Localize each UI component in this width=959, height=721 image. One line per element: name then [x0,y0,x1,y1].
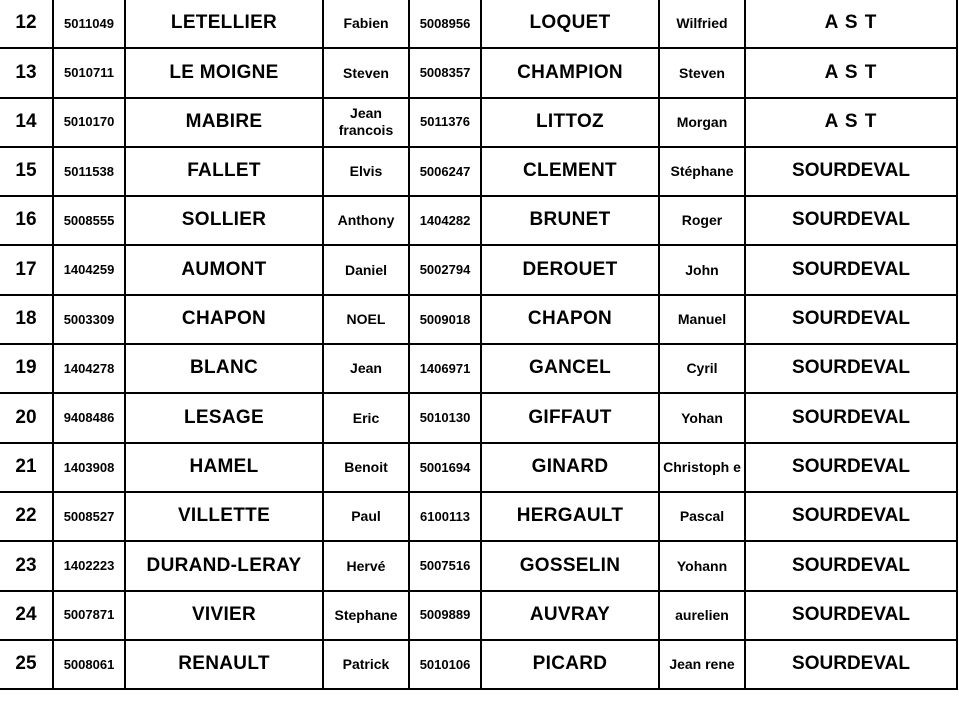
club-name-cell: A S T [745,48,957,97]
player2-license-cell: 5008956 [409,0,481,48]
player2-lastname-cell: AUVRAY [481,591,659,640]
player2-firstname-cell: Cyril [659,344,745,393]
team-number-cell: 19 [0,344,53,393]
player1-firstname-cell: Stephane [323,591,409,640]
player2-lastname-cell: HERGAULT [481,492,659,541]
player1-firstname-cell: Eric [323,393,409,442]
player2-lastname-cell: GIFFAUT [481,393,659,442]
player2-license-cell: 6100113 [409,492,481,541]
player2-lastname-cell: CHAPON [481,295,659,344]
player2-license-cell: 1406971 [409,344,481,393]
player1-license-cell: 1402223 [53,541,125,590]
player2-license-cell: 5009018 [409,295,481,344]
player1-lastname-cell: LETELLIER [125,0,323,48]
team-number-cell: 24 [0,591,53,640]
player1-firstname-cell: NOEL [323,295,409,344]
player1-firstname-cell: Daniel [323,245,409,294]
table-row [0,443,957,492]
player2-firstname-cell: Jean rene [659,640,745,689]
player1-firstname-cell: Patrick [323,640,409,689]
player2-firstname-cell: Yohann [659,541,745,590]
player2-lastname-cell: CHAMPION [481,48,659,97]
club-name-cell: A S T [745,0,957,48]
club-name-cell: SOURDEVAL [745,196,957,245]
player1-firstname-cell: Elvis [323,147,409,196]
table-row [0,196,957,245]
player1-lastname-cell: MABIRE [125,98,323,147]
club-name-cell: SOURDEVAL [745,492,957,541]
player1-firstname-cell: Hervé [323,541,409,590]
player2-license-cell: 5010130 [409,393,481,442]
player2-lastname-cell: LOQUET [481,0,659,48]
club-name-cell: SOURDEVAL [745,147,957,196]
player1-license-cell: 1404278 [53,344,125,393]
club-name-cell: SOURDEVAL [745,443,957,492]
table-row [0,344,957,393]
table-row [0,591,957,640]
player1-license-cell: 5008527 [53,492,125,541]
player1-lastname-cell: FALLET [125,147,323,196]
player2-firstname-cell: aurelien [659,591,745,640]
player1-license-cell: 5003309 [53,295,125,344]
player2-license-cell: 5010106 [409,640,481,689]
player1-firstname-cell: Paul [323,492,409,541]
team-number-cell: 16 [0,196,53,245]
player2-license-cell: 5001694 [409,443,481,492]
player1-license-cell: 5007871 [53,591,125,640]
player1-firstname-cell: Anthony [323,196,409,245]
player1-license-cell: 9408486 [53,393,125,442]
club-name-cell: SOURDEVAL [745,591,957,640]
player2-lastname-cell: PICARD [481,640,659,689]
player2-lastname-cell: GOSSELIN [481,541,659,590]
player1-lastname-cell: CHAPON [125,295,323,344]
player2-firstname-cell: John [659,245,745,294]
table-row [0,245,957,294]
table-row [0,48,957,97]
team-number-cell: 13 [0,48,53,97]
club-name-cell: SOURDEVAL [745,295,957,344]
table-row [0,98,957,147]
team-number-cell: 12 [0,0,53,48]
player1-firstname-cell: Fabien [323,0,409,48]
table-row [0,492,957,541]
player1-license-cell: 5010170 [53,98,125,147]
player2-firstname-cell: Morgan [659,98,745,147]
player2-firstname-cell: Yohan [659,393,745,442]
player1-license-cell: 5008061 [53,640,125,689]
player2-license-cell: 5007516 [409,541,481,590]
player1-lastname-cell: VIVIER [125,591,323,640]
player1-lastname-cell: DURAND-LERAY [125,541,323,590]
player2-license-cell: 5009889 [409,591,481,640]
player2-firstname-cell: Stéphane [659,147,745,196]
table-row [0,541,957,590]
player2-lastname-cell: GANCEL [481,344,659,393]
table-row [0,295,957,344]
player2-lastname-cell: DEROUET [481,245,659,294]
club-name-cell: SOURDEVAL [745,344,957,393]
player2-license-cell: 5011376 [409,98,481,147]
player1-lastname-cell: LE MOIGNE [125,48,323,97]
club-name-cell: SOURDEVAL [745,541,957,590]
player1-lastname-cell: SOLLIER [125,196,323,245]
player1-firstname-cell: Steven [323,48,409,97]
club-name-cell: SOURDEVAL [745,245,957,294]
player2-license-cell: 5002794 [409,245,481,294]
team-number-cell: 23 [0,541,53,590]
player1-license-cell: 5011538 [53,147,125,196]
team-number-cell: 25 [0,640,53,689]
player1-license-cell: 5011049 [53,0,125,48]
club-name-cell: A S T [745,98,957,147]
player1-lastname-cell: HAMEL [125,443,323,492]
player2-lastname-cell: BRUNET [481,196,659,245]
team-number-cell: 18 [0,295,53,344]
player2-firstname-cell: Steven [659,48,745,97]
player2-lastname-cell: CLEMENT [481,147,659,196]
player1-license-cell: 1404259 [53,245,125,294]
player1-lastname-cell: BLANC [125,344,323,393]
table-row [0,393,957,442]
player1-license-cell: 5010711 [53,48,125,97]
team-number-cell: 15 [0,147,53,196]
team-number-cell: 17 [0,245,53,294]
player2-firstname-cell: Wilfried [659,0,745,48]
team-number-cell: 14 [0,98,53,147]
player2-lastname-cell: LITTOZ [481,98,659,147]
player1-lastname-cell: RENAULT [125,640,323,689]
player2-lastname-cell: GINARD [481,443,659,492]
player2-firstname-cell: Roger [659,196,745,245]
team-number-cell: 22 [0,492,53,541]
player2-license-cell: 5006247 [409,147,481,196]
table-row [0,640,957,689]
player1-lastname-cell: AUMONT [125,245,323,294]
player1-license-cell: 5008555 [53,196,125,245]
player1-license-cell: 1403908 [53,443,125,492]
player1-firstname-cell: Jean francois [323,98,409,147]
player1-lastname-cell: LESAGE [125,393,323,442]
player2-firstname-cell: Pascal [659,492,745,541]
player1-lastname-cell: VILLETTE [125,492,323,541]
team-number-cell: 20 [0,393,53,442]
player2-license-cell: 5008357 [409,48,481,97]
player2-license-cell: 1404282 [409,196,481,245]
player1-firstname-cell: Jean [323,344,409,393]
player1-firstname-cell: Benoit [323,443,409,492]
club-name-cell: SOURDEVAL [745,393,957,442]
club-name-cell: SOURDEVAL [745,640,957,689]
table-row [0,0,957,48]
player2-firstname-cell: Manuel [659,295,745,344]
player2-firstname-cell: Christoph e [659,443,745,492]
table-row [0,147,957,196]
team-number-cell: 21 [0,443,53,492]
